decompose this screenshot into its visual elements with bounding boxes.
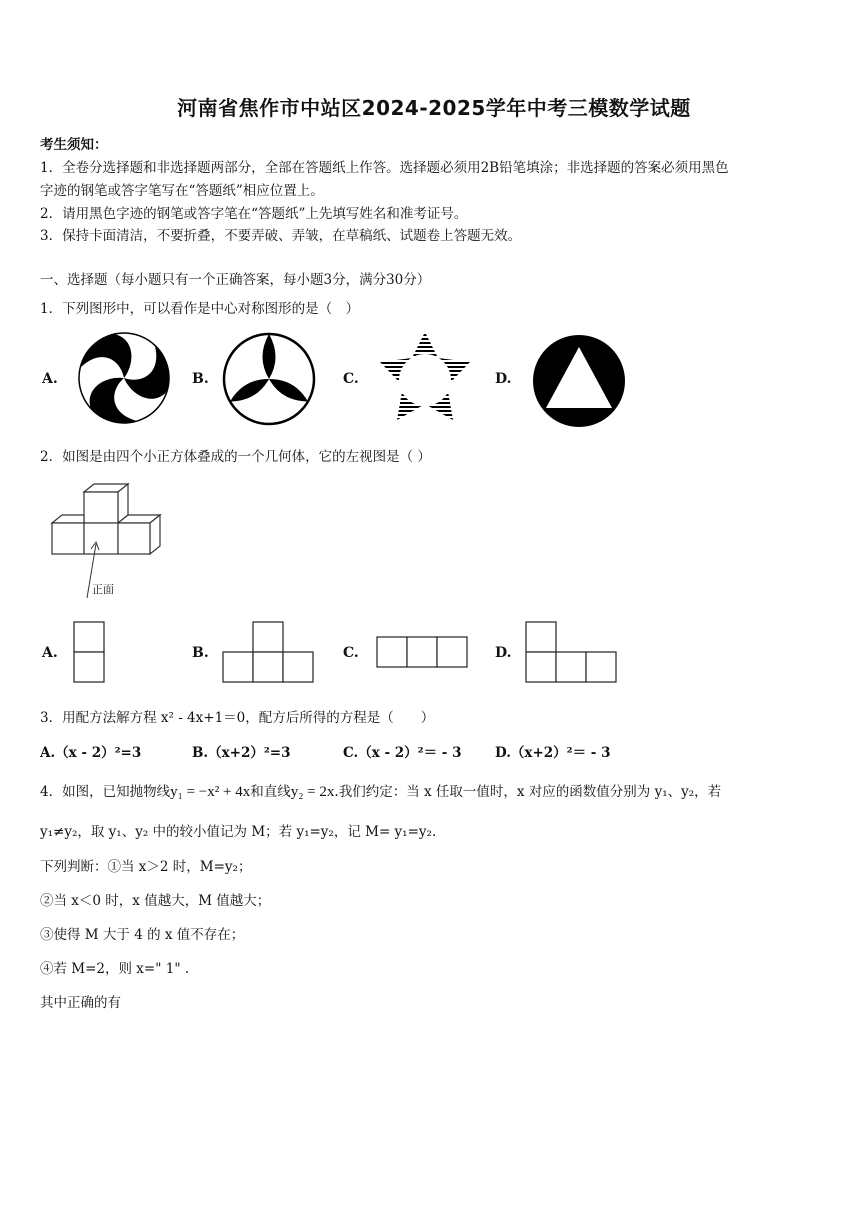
- q2-option-d-label: D.: [495, 645, 512, 661]
- page-title: 河南省焦作市中站区2024-2025学年中考三模数学试题: [177, 96, 691, 120]
- question-4-stem-line-2: y₁≠y₂，取 y₁、y₂ 中的较小值记为 M；若 y₁=y₂，记 M= y₁=y₂.: [40, 824, 437, 840]
- q4-tail: 其中正确的有: [40, 995, 121, 1011]
- q4-judgement-3: ③使得 M 大于 4 的 x 值不存在；: [40, 927, 245, 943]
- notice-item-3: 3．保持卡面清洁，不要折叠，不要弄破、弄皱，在草稿纸、试题卷上答题无效。: [40, 228, 522, 244]
- section-heading: 一、选择题（每小题只有一个正确答案，每小题3分，满分30分）: [40, 272, 431, 288]
- q2-front-label: 正面: [92, 583, 114, 596]
- q4-stem-c: .我们约定：当 x 任取一值时，x 对应的函数值分别为 y₁、y₂，若: [334, 784, 722, 800]
- q1-option-a-label: A.: [42, 371, 58, 387]
- q1-option-a-figure: [78, 332, 170, 424]
- q2-option-a-label: A.: [42, 645, 58, 661]
- notice-item-2: 2．请用黑色字迹的钢笔或答字笔在“答题纸”上先填写姓名和准考证号。: [40, 206, 468, 222]
- question-2-stem: 2．如图是由四个小正方体叠成的一个几何体，它的左视图是（ ）: [40, 449, 431, 465]
- question-3-stem: 3．用配方法解方程 x² - 4x+1＝0，配方后所得的方程是（ ）: [40, 710, 435, 726]
- notice-item-1-line-2: 字迹的钢笔或答字笔写在“答题纸”相应位置上。: [40, 183, 324, 199]
- q1-option-b-label: B.: [192, 371, 209, 387]
- q1-option-b-figure: [222, 332, 316, 426]
- q4-line-formula: y₂ = 2x: [290, 784, 335, 800]
- q2-option-a-figure: [73, 621, 105, 683]
- q2-option-c-figure: [376, 636, 468, 668]
- q4-stem-a: 4．如图，已知抛物线: [40, 784, 171, 800]
- q3-option-b: B.（x+2）²=3: [192, 745, 291, 761]
- notice-heading: 考生须知：: [40, 137, 108, 153]
- q2-option-d-figure: [525, 621, 617, 683]
- q1-option-d-figure: [532, 334, 626, 428]
- q4-judgement-1: 下列判断：①当 x＞2 时，M=y₂；: [40, 859, 252, 875]
- q4-judgement-4: ④若 M=2，则 x=" 1" .: [40, 961, 190, 977]
- q2-option-b-label: B.: [192, 645, 209, 661]
- q3-option-d: D.（x+2）²＝ - 3: [495, 745, 611, 761]
- q4-stem-b: 和直线: [250, 784, 291, 800]
- q3-option-c: C.（x - 2）²＝ - 3: [343, 745, 462, 761]
- q4-parabola-formula: y₁ = −x² + 4x: [170, 784, 251, 800]
- question-1-stem: 1．下列图形中，可以看作是中心对称图形的是（ ）: [40, 301, 360, 317]
- q3-option-a: A.（x - 2）²=3: [40, 745, 142, 761]
- question-4-stem-line-1: [40, 780, 721, 801]
- q2-option-b-figure: [222, 621, 314, 683]
- q1-option-c-figure: [376, 330, 474, 426]
- q1-option-d-label: D.: [495, 371, 512, 387]
- notice-item-1-line-1: 1．全卷分选择题和非选择题两部分，全部在答题纸上作答。选择题必须用2B铅笔填涂；非选择题的答案必须用黑色: [40, 160, 729, 176]
- q1-option-c-label: C.: [343, 371, 359, 387]
- q4-judgement-2: ②当 x＜0 时，x 值越大，M 值越大；: [40, 893, 271, 909]
- q2-option-c-label: C.: [343, 645, 359, 661]
